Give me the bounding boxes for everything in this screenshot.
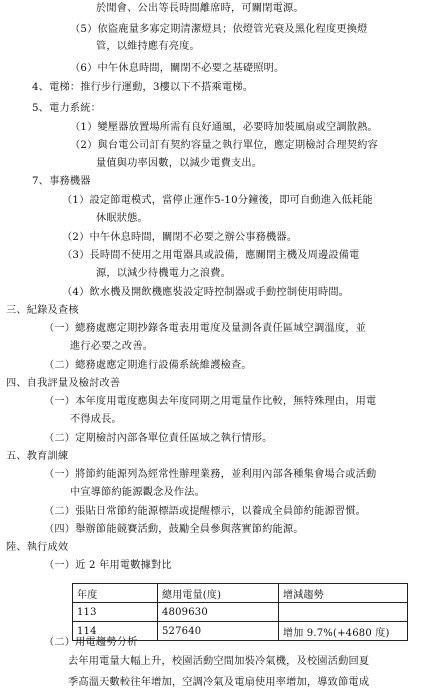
text-line: 陸、執行成效 bbox=[6, 542, 69, 553]
table-row bbox=[73, 622, 408, 641]
table-header-year: 年度 bbox=[73, 584, 158, 603]
text-line: （3）長時間不使用之用電器具或設備，應關閉主機及周邊設備電 bbox=[62, 250, 360, 261]
text-line: 4、電梯：推行步行運動，3樓以下不搭乘電梯。 bbox=[32, 82, 254, 93]
text-line: 7、事務機器 bbox=[32, 176, 91, 187]
table-row bbox=[73, 603, 408, 622]
text-line: （一）總務處應定期抄錄各電表用電度及量測各責任區域空調溫度，並 bbox=[44, 323, 367, 334]
text-line: （1）變壓器放置場所需有良好通風，必要時加裝風扇或空調散熱。 bbox=[70, 122, 378, 133]
text-line: （1）設定節電模式，當停止運作5-10分鐘後，即可自動進入低耗能 bbox=[62, 195, 373, 206]
text-line: （一）本年度用電度應與去年度同期之用電量作比較，無特殊理由，用電 bbox=[44, 396, 377, 407]
text-line: 於閒會、公出等長時間離席時，可關閉電源。 bbox=[96, 3, 304, 14]
text-line: 四、自我評量及檢討改善 bbox=[6, 378, 121, 389]
table-cell-year: 114 bbox=[73, 622, 158, 641]
text-line: 中宣導節約能源觀念及作法。 bbox=[70, 487, 206, 498]
text-line: （二）定期檢討內部各單位責任區域之執行情形。 bbox=[44, 433, 273, 444]
text-line: 進行必要之改善。 bbox=[70, 341, 154, 352]
text-line: 管，以維持應有亮度。 bbox=[96, 41, 200, 52]
text-line: （四）舉辦節能競賽活動，鼓勵全員參與落實節約能源。 bbox=[44, 524, 304, 535]
text-line: （一）將節約能源列為經常性辦理業務，並利用內部各種集會場合或活動 bbox=[44, 469, 377, 480]
text-line: （5）依盜鹿量多寡定期清潔燈具；依燈管光衰及黑化程度更換燈 bbox=[70, 24, 368, 35]
text-line: （二）張貼日常節約能源標語或提醒標示，以養成全員節約能源習慣。 bbox=[44, 506, 367, 517]
text-line: （一）近 2 年用電數據對比 bbox=[44, 560, 172, 571]
text-line: 三、紀錄及查核 bbox=[6, 305, 79, 316]
table-cell-year: 113 bbox=[73, 603, 158, 622]
table-header-trend: 增減趨勢 bbox=[279, 584, 408, 603]
text-line: 量值與功率因數，以減少電費支出。 bbox=[96, 158, 263, 169]
text-line: （2）與台電公司訂有契約容量之執行單位，應定期檢討合理契約容 bbox=[70, 140, 378, 151]
electricity-comparison-table bbox=[72, 583, 408, 641]
text-line: 季高溫天數較往年增加，空調冷氣及電扇使用率增加，導致節電成 bbox=[68, 677, 370, 688]
text-line: 休眠狀態。 bbox=[96, 213, 148, 224]
text-line: 源，以減少待機電力之浪費。 bbox=[96, 268, 232, 279]
text-line: 5、電力系統： bbox=[32, 103, 102, 114]
text-line: 五、教育訓練 bbox=[6, 451, 69, 462]
table-cell-trend: 增加 9.7%(+4680 度) bbox=[279, 622, 408, 641]
table-cell-usage: 527640 bbox=[158, 622, 279, 641]
table-cell-usage: 4809630 bbox=[158, 603, 279, 622]
table-cell-trend bbox=[279, 603, 408, 622]
table-header-row bbox=[73, 584, 408, 603]
text-line: （4）飲水機及開飲機應裝設定時控制器或手動控制使用時間。 bbox=[62, 287, 350, 298]
text-line: 不得成長。 bbox=[70, 414, 122, 425]
text-line: 去年用電量大幅上升，校園活動空間加裝冷氣機，及校園活動回夏 bbox=[68, 656, 370, 667]
text-line: （6）中午休息時間，關閉不必要之基礎照明。 bbox=[70, 63, 285, 74]
text-line: （二）總務處應定期進行設備系統維護檢查。 bbox=[44, 360, 252, 371]
text-line: （二）用電趨勢分析 bbox=[44, 637, 138, 648]
table-header-total-usage: 總用電量(度) bbox=[158, 584, 279, 603]
text-line: （2）中午休息時間，關閉不必要之辦公事務機器。 bbox=[62, 232, 298, 243]
